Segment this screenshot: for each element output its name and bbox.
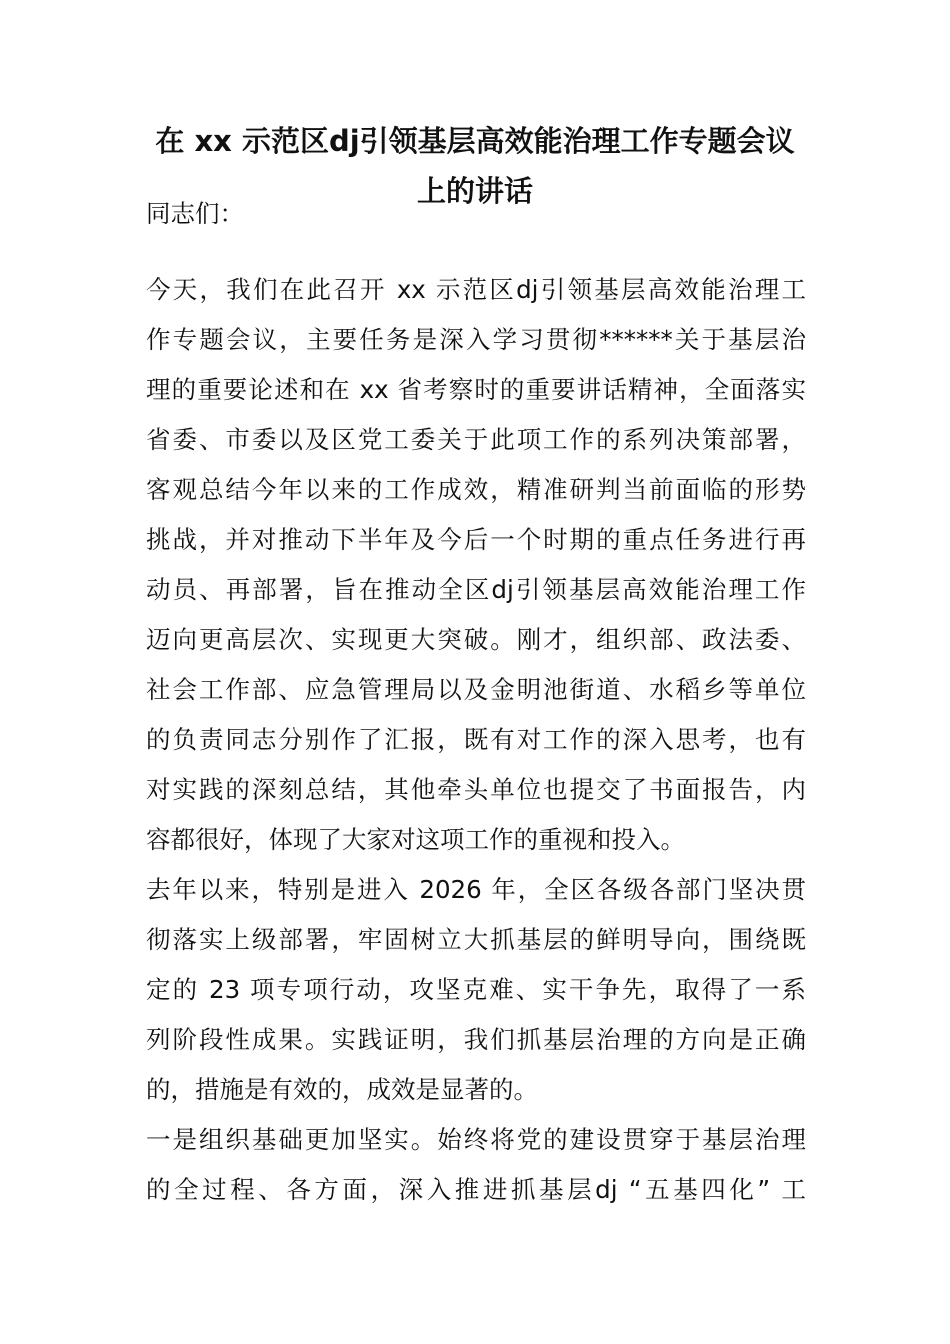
body-line: 去年以来，特别是进入 2026 年，全区各级各部门坚决贯 <box>146 875 806 904</box>
body-line: 容都很好，体现了大家对这项工作的重视和投入。 <box>146 825 685 854</box>
body-line: 今天，我们在此召开 xx 示范区dj引领基层高效能治理工 <box>146 275 806 304</box>
body-line: 的全过程、各方面，深入推进抓基层dj “五基四化” 工 <box>146 1175 806 1204</box>
body-line: 客观总结今年以来的工作成效，精准研判当前面临的形势 <box>146 475 806 504</box>
body-line: 列阶段性成果。实践证明，我们抓基层治理的方向是正确 <box>146 1025 806 1054</box>
body-line: 一是组织基础更加坚实。始终将党的建设贯穿于基层治理 <box>146 1125 806 1154</box>
body-line: 迈向更高层次、实现更大突破。刚才，组织部、政法委、 <box>146 625 806 654</box>
body-line: 动员、再部署，旨在推动全区dj引领基层高效能治理工作 <box>146 575 806 604</box>
body-line: 的，措施是有效的，成效是显著的。 <box>146 1075 538 1104</box>
body-line: 挑战，并对推动下半年及今后一个时期的重点任务进行再 <box>146 525 806 554</box>
body-line: 社会工作部、应急管理局以及金明池街道、水稻乡等单位 <box>146 675 806 704</box>
body-line: 定的 23 项专项行动，攻坚克难、实干争先，取得了一系 <box>146 975 806 1004</box>
salutation: 同志们： <box>146 199 244 228</box>
document-title-line-2: 上的讲话 <box>416 174 533 208</box>
body-line: 作专题会议，主要任务是深入学习贯彻******关于基层治 <box>146 325 806 354</box>
document-title-line-1: 在 xx 示范区dj引领基层高效能治理工作专题会议 <box>155 124 795 158</box>
body-line: 理的重要论述和在 xx 省考察时的重要讲话精神，全面落实 <box>146 375 806 404</box>
body-line: 对实践的深刻总结，其他牵头单位也提交了书面报告，内 <box>146 775 806 804</box>
body-line: 的负责同志分别作了汇报，既有对工作的深入思考，也有 <box>146 725 806 754</box>
body-line: 省委、市委以及区党工委关于此项工作的系列决策部署， <box>146 425 806 454</box>
body-line: 彻落实上级部署，牢固树立大抓基层的鲜明导向，围绕既 <box>146 925 806 954</box>
